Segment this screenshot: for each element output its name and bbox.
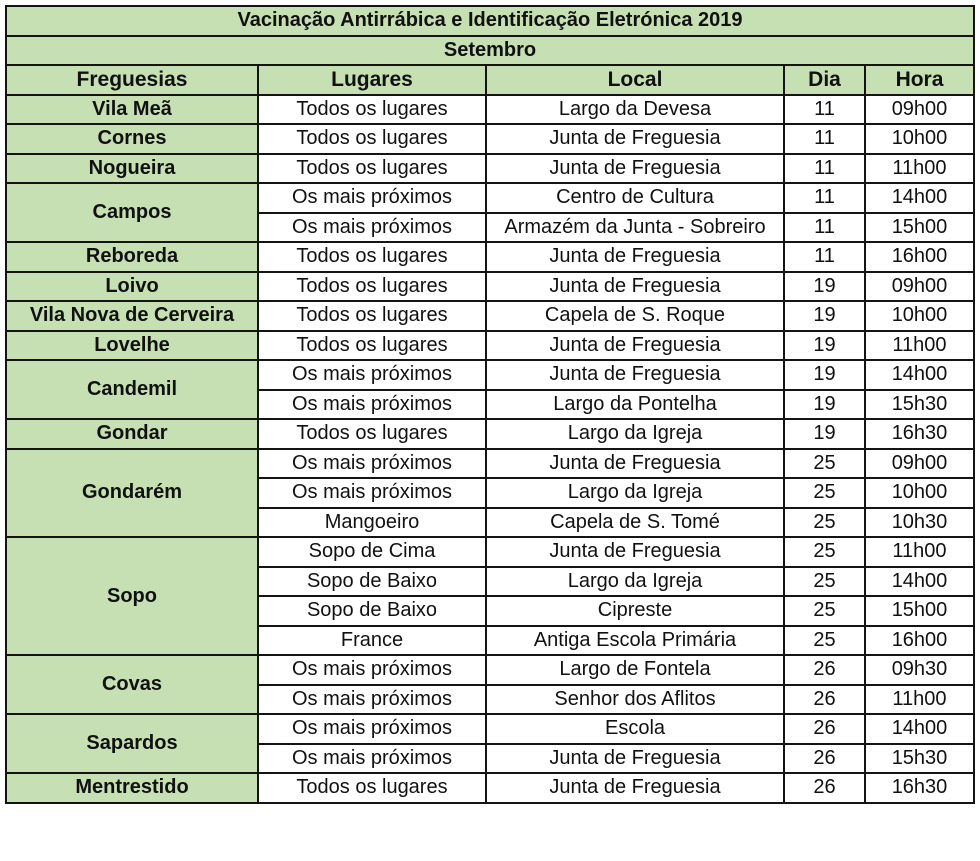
- hora-cell: 16h00: [865, 626, 974, 656]
- dia-cell: 25: [784, 596, 865, 626]
- dia-cell: 19: [784, 360, 865, 390]
- freguesia-cell: Nogueira: [6, 154, 258, 184]
- local-cell: Centro de Cultura: [486, 183, 784, 213]
- local-cell: Capela de S. Tomé: [486, 508, 784, 538]
- local-cell: Junta de Freguesia: [486, 272, 784, 302]
- lugares-cell: Todos os lugares: [258, 154, 486, 184]
- freguesia-cell: Candemil: [6, 360, 258, 419]
- table-body: [6, 95, 974, 803]
- column-header-dia: Dia: [784, 65, 865, 95]
- dia-cell: 11: [784, 213, 865, 243]
- dia-cell: 25: [784, 508, 865, 538]
- lugares-cell: Os mais próximos: [258, 449, 486, 479]
- hora-cell: 14h00: [865, 360, 974, 390]
- hora-cell: 09h00: [865, 449, 974, 479]
- hora-cell: 10h00: [865, 478, 974, 508]
- hora-cell: 14h00: [865, 183, 974, 213]
- table-row: [6, 714, 974, 744]
- dia-cell: 25: [784, 449, 865, 479]
- hora-cell: 11h00: [865, 537, 974, 567]
- local-cell: Junta de Freguesia: [486, 537, 784, 567]
- dia-cell: 25: [784, 567, 865, 597]
- hora-cell: 11h00: [865, 685, 974, 715]
- dia-cell: 11: [784, 154, 865, 184]
- dia-cell: 19: [784, 390, 865, 420]
- hora-cell: 16h00: [865, 242, 974, 272]
- hora-cell: 15h30: [865, 390, 974, 420]
- table-row: [6, 773, 974, 803]
- dia-cell: 25: [784, 626, 865, 656]
- dia-cell: 19: [784, 301, 865, 331]
- column-header-local: Local: [486, 65, 784, 95]
- lugares-cell: Todos os lugares: [258, 272, 486, 302]
- freguesia-cell: Sopo: [6, 537, 258, 655]
- hora-cell: 10h00: [865, 301, 974, 331]
- local-cell: Junta de Freguesia: [486, 744, 784, 774]
- column-header-freguesias: Freguesias: [6, 65, 258, 95]
- lugares-cell: Os mais próximos: [258, 390, 486, 420]
- table-row: [6, 183, 974, 213]
- hora-cell: 15h00: [865, 213, 974, 243]
- column-header-hora: Hora: [865, 65, 974, 95]
- hora-cell: 15h30: [865, 744, 974, 774]
- lugares-cell: Todos os lugares: [258, 124, 486, 154]
- dia-cell: 11: [784, 95, 865, 125]
- freguesia-cell: Vila Meã: [6, 95, 258, 125]
- dia-cell: 11: [784, 124, 865, 154]
- lugares-cell: Sopo de Baixo: [258, 596, 486, 626]
- dia-cell: 11: [784, 242, 865, 272]
- lugares-cell: Sopo de Baixo: [258, 567, 486, 597]
- lugares-cell: Todos os lugares: [258, 242, 486, 272]
- dia-cell: 19: [784, 331, 865, 361]
- hora-cell: 09h00: [865, 95, 974, 125]
- table-row: [6, 272, 974, 302]
- local-cell: Antiga Escola Primária: [486, 626, 784, 656]
- freguesia-cell: Vila Nova de Cerveira: [6, 301, 258, 331]
- table-row: [6, 655, 974, 685]
- table-row: [6, 95, 974, 125]
- hora-cell: 09h30: [865, 655, 974, 685]
- freguesia-cell: Cornes: [6, 124, 258, 154]
- hora-cell: 09h00: [865, 272, 974, 302]
- table-row: [6, 331, 974, 361]
- lugares-cell: Os mais próximos: [258, 685, 486, 715]
- freguesia-cell: Reboreda: [6, 242, 258, 272]
- local-cell: Junta de Freguesia: [486, 360, 784, 390]
- local-cell: Largo da Igreja: [486, 567, 784, 597]
- table-row: [6, 449, 974, 479]
- lugares-cell: Todos os lugares: [258, 773, 486, 803]
- dia-cell: 26: [784, 744, 865, 774]
- local-cell: Largo da Devesa: [486, 95, 784, 125]
- lugares-cell: Todos os lugares: [258, 301, 486, 331]
- local-cell: Capela de S. Roque: [486, 301, 784, 331]
- freguesia-cell: Mentrestido: [6, 773, 258, 803]
- freguesia-cell: Gondar: [6, 419, 258, 449]
- local-cell: Cipreste: [486, 596, 784, 626]
- column-header-lugares: Lugares: [258, 65, 486, 95]
- freguesia-cell: Lovelhe: [6, 331, 258, 361]
- dia-cell: 11: [784, 183, 865, 213]
- dia-cell: 26: [784, 773, 865, 803]
- lugares-cell: Os mais próximos: [258, 213, 486, 243]
- hora-cell: 10h30: [865, 508, 974, 538]
- local-cell: Junta de Freguesia: [486, 154, 784, 184]
- lugares-cell: Todos os lugares: [258, 95, 486, 125]
- table-row: [6, 360, 974, 390]
- dia-cell: 19: [784, 272, 865, 302]
- local-cell: Largo da Pontelha: [486, 390, 784, 420]
- dia-cell: 26: [784, 685, 865, 715]
- hora-cell: 16h30: [865, 773, 974, 803]
- table-title: Vacinação Antirrábica e Identificação Eletrónica 2019: [6, 6, 974, 36]
- vaccination-schedule-table: [5, 5, 975, 804]
- month-label: Setembro: [6, 36, 974, 66]
- lugares-cell: Sopo de Cima: [258, 537, 486, 567]
- local-cell: Armazém da Junta - Sobreiro: [486, 213, 784, 243]
- local-cell: Junta de Freguesia: [486, 242, 784, 272]
- dia-cell: 19: [784, 419, 865, 449]
- table-row: [6, 419, 974, 449]
- local-cell: Junta de Freguesia: [486, 331, 784, 361]
- hora-cell: 10h00: [865, 124, 974, 154]
- table-row: [6, 154, 974, 184]
- hora-cell: 16h30: [865, 419, 974, 449]
- lugares-cell: Os mais próximos: [258, 714, 486, 744]
- local-cell: Largo da Igreja: [486, 419, 784, 449]
- local-cell: Senhor dos Aflitos: [486, 685, 784, 715]
- lugares-cell: Os mais próximos: [258, 360, 486, 390]
- hora-cell: 11h00: [865, 154, 974, 184]
- dia-cell: 26: [784, 714, 865, 744]
- lugares-cell: Os mais próximos: [258, 478, 486, 508]
- lugares-cell: Os mais próximos: [258, 744, 486, 774]
- freguesia-cell: Loivo: [6, 272, 258, 302]
- lugares-cell: Todos os lugares: [258, 331, 486, 361]
- lugares-cell: Os mais próximos: [258, 183, 486, 213]
- freguesia-cell: Sapardos: [6, 714, 258, 773]
- hora-cell: 11h00: [865, 331, 974, 361]
- local-cell: Escola: [486, 714, 784, 744]
- dia-cell: 25: [784, 537, 865, 567]
- lugares-cell: France: [258, 626, 486, 656]
- local-cell: Junta de Freguesia: [486, 124, 784, 154]
- freguesia-cell: Gondarém: [6, 449, 258, 538]
- freguesia-cell: Covas: [6, 655, 258, 714]
- table-row: [6, 242, 974, 272]
- lugares-cell: Todos os lugares: [258, 419, 486, 449]
- dia-cell: 25: [784, 478, 865, 508]
- hora-cell: 14h00: [865, 714, 974, 744]
- local-cell: Largo da Igreja: [486, 478, 784, 508]
- lugares-cell: Os mais próximos: [258, 655, 486, 685]
- freguesia-cell: Campos: [6, 183, 258, 242]
- lugares-cell: Mangoeiro: [258, 508, 486, 538]
- table-row: [6, 124, 974, 154]
- table-row: [6, 301, 974, 331]
- table-row: [6, 537, 974, 567]
- hora-cell: 14h00: [865, 567, 974, 597]
- local-cell: Junta de Freguesia: [486, 773, 784, 803]
- local-cell: Junta de Freguesia: [486, 449, 784, 479]
- local-cell: Largo de Fontela: [486, 655, 784, 685]
- hora-cell: 15h00: [865, 596, 974, 626]
- dia-cell: 26: [784, 655, 865, 685]
